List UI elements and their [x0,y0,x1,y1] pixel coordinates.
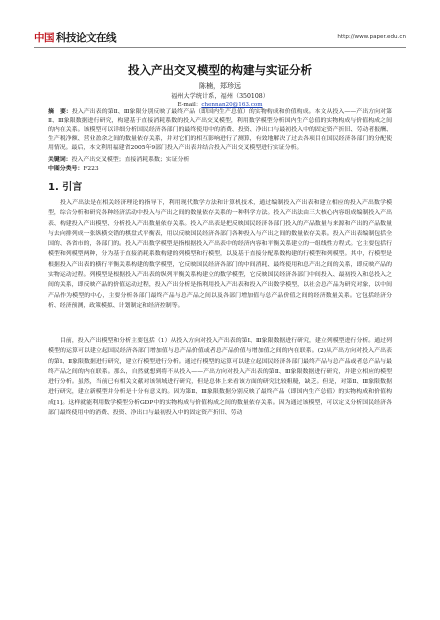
header-rule [34,47,406,48]
clc-text: F223 [83,166,99,172]
page-header [34,28,406,46]
keywords-text: 投入产出交叉模型；直接消耗系数；实证分析 [71,157,190,163]
body-paragraph: 目前，投入产出模型和分析主要包括（1）从投入方向对投入产出表的第Ⅰ、Ⅲ象限数据进行研究，建立列模型进行分析。通过列模型的运算可以建立起国民经济各部门增加值与总产品价值或者总产品价值与增加值之间的内在联系。(2)从产出方向对投入产出表的第Ⅰ、Ⅱ象限数据进行研究，建立行模型进行分析。通过行模型的运算可以建立起国民经济各部门最终产品与总产品或者总产品与最终产品之间的内在联系。那么，自然就想到将不从投入——产出方向对投入产出表的第Ⅱ、Ⅲ象限数据进行研究，并建立相应的模型进行分析。虽然，当前已有相关文献对该领域进行研究，但是总体上来看该方面的研究比较粗糙，缺乏。但是，对第Ⅱ、Ⅲ象限数据进行研究，建立新模型并分析是十分有意义的。因为第Ⅱ、Ⅲ象限数据分别反映了最终产品（即国内生产总值）的实物构成和价值构成[1]。这样就能利用数学模型分析GDP中的实物构成与价值构成之间的数量依存关系。因为通过该模型，可以定义分析国民经济各部门最终使用中的消费、投资、净出口与最初投入中的固定资产折旧、劳动 [48,338,392,417]
logo-black-text: 科技论文在线 [56,31,116,44]
journal-logo[interactable] [34,30,116,45]
email-label: E-mail： [177,102,202,108]
email-link[interactable]: chennan20@163.com [201,102,263,108]
paper-authors: 陈楠，郑珍远 [199,82,241,90]
clc-label: 中图分类号： [48,166,84,172]
body-paragraph: 投入产出法是在相关经济理论的指导下，利用现代数学方法和计算机技术，通过编制投入产出表和建立相应的投入产出数学模型，综合分析和研究各种经济活动中投入与产出之间的数量依存关系的一种科学方法。投入产出法由三大核心内容组成编制投入产出表、构建投入产出模型、分析投入产出数量依存关系。投入产出表是把反映国民经济各部门投入的产品数量与来源和产出的产品数量与去向排列成一张纵横交错的棋盘式平衡表，用以反映国民经济各部门各种投入与产出之间的数量依存关系。投入产出表编制包括全国的、各省市的，各部门的。投入产出数学模型是指根据投入产出表中的经济内容和平衡关系建立的一组线性方程式。它主要包括行模型和列模型两种，分为基于直接消耗系数构建的列模型和行模型，以及基于直接分配系数构建的行模型和列模型。其中，行模型是根据投入产出表的横行平衡关系构建的数学模型，它反映国民经济各部门的中间消耗、最终使用和总产出之间的关系，即反映产品的实物运动过程。列模型是根据投入产出表的纵列平衡关系构建立的数学模型，它反映国民经济各部门中间投入、最初投入和总投入之间的关系，即反映产品的价值运动过程，投入产出分析是指利用投入产出表和投入产出数学模型，以社会总产品为研究对象，以中间产品作为模型的中心，主要分析各部门最终产品与总产品之间以及各部门增加值与总产品价值之间的经济数量关系。它包括经济分析、经济预测，政策模拟、计划制定和经济控制等。 [48,200,392,309]
paper-affiliation: 福州大学统计系，福州（350108） [171,93,269,100]
keywords-label: 关键词： [48,157,72,163]
abstract-text: 投入产出表的第Ⅱ、Ⅲ象限分别反映了最终产品（即国内生产总值）的实物构成和价值构成。本文从投入——产出方向对第Ⅱ、Ⅲ象限数据进行研究，构建基于直接消耗系数的投入产出交叉模型，利用数学模型分析国内生产总值的实物构成与价值构成之间的内在关系。该模型可以详细分析国民经济各部门的最终使用中的消费、投资、净出口与最初投入中的固定资产折旧、劳动者报酬、生产税净额、营业盈余之间的数量依存关系，并对它们的相互影响进行了测算，有效地解决了过去各项目在国民经济各部门的分配使用情况。最后，本文利用福建省2005年9部门投入产出表并结合投入产出交叉模型进行实证分析。 [48,109,393,152]
abstract [48,108,392,153]
keywords [48,156,392,165]
section-title: 引言 [62,182,83,193]
paper-title: 投入产出交叉模型的构建与实证分析 [128,63,312,77]
author-email [0,100,440,108]
logo-red-text: 中国 [34,31,54,44]
abstract-label: 摘 要： [48,109,72,115]
section-number: 1. [48,182,59,193]
site-url[interactable]: http://www.paper.edu.cn [337,34,406,40]
classification-number [48,165,392,174]
section-heading [48,178,82,193]
